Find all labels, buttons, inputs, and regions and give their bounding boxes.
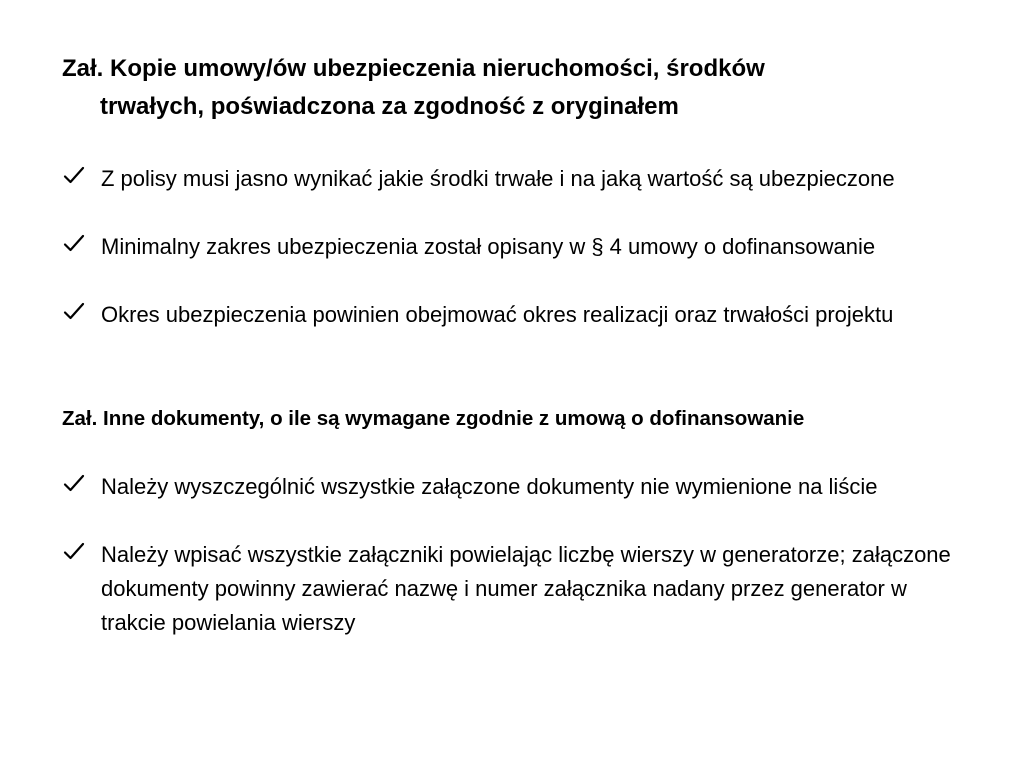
bullet-text: Z polisy musi jasno wynikać jakie środki trwałe i na jaką wartość są ubezpieczone: [101, 166, 895, 191]
bullet-item: [62, 298, 962, 332]
bullet-text: Okres ubezpieczenia powinien obejmować okres realizacji oraz trwałości projektu: [101, 302, 894, 327]
bullet-item: [62, 538, 962, 640]
section-heading-insurance-copies: [62, 50, 962, 126]
checkmark-icon: [62, 471, 86, 495]
checkmark-icon: [62, 299, 86, 323]
bullet-text: Należy wpisać wszystkie załączniki powielając liczbę wierszy w generatorze; załączone dokumenty powinny zawierać nazwę i numer załącznika nadany przez generator w trakcie powielania wierszy: [101, 542, 951, 635]
checkmark-icon: [62, 231, 86, 255]
bullet-item: [62, 162, 962, 196]
heading-line-2: trwałych, poświadczona za zgodność z oryginałem: [100, 93, 679, 120]
bullet-text: Minimalny zakres ubezpieczenia został opisany w § 4 umowy o dofinansowanie: [101, 234, 876, 259]
bullet-item: [62, 470, 962, 504]
section-heading-other-documents: [62, 400, 1012, 438]
checkmark-icon: [62, 539, 86, 563]
bullet-item: [62, 230, 962, 264]
checkmark-icon: [62, 163, 86, 187]
heading-line-1: Zał. Kopie umowy/ów ubezpieczenia nieruchomości, środków: [62, 55, 765, 82]
heading-text: Zał. Inne dokumenty, o ile są wymagane zgodnie z umową o dofinansowanie: [62, 407, 805, 430]
bullet-text: Należy wyszczególnić wszystkie załączone dokumenty nie wymienione na liście: [101, 474, 878, 499]
